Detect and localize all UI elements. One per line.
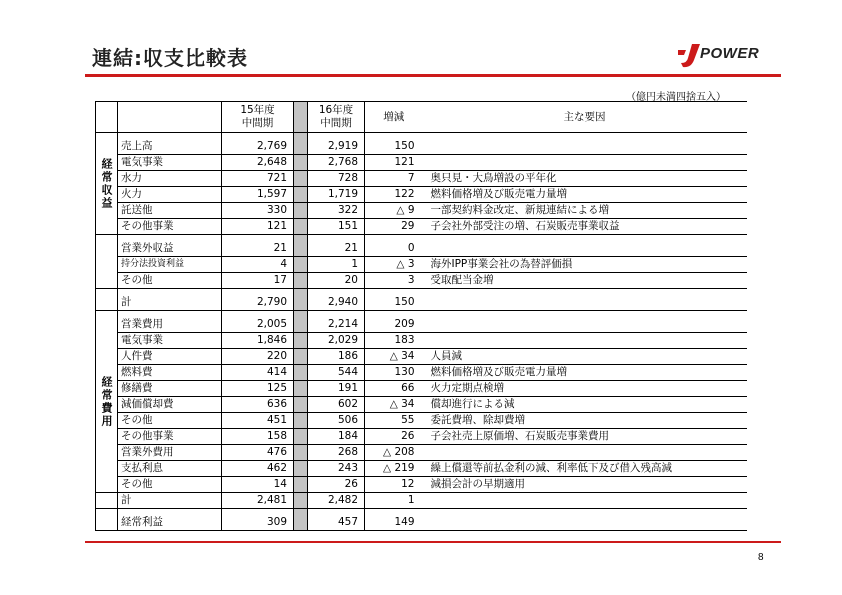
row-reason — [423, 295, 747, 311]
row-reason: 一部契約料金改定、新規連結による増 — [423, 203, 747, 219]
table-row — [96, 317, 747, 333]
row-reason: 燃料価格増及び販売電力量増 — [423, 365, 747, 381]
value-diff: 29 — [365, 219, 423, 235]
value-15: 1,846 — [222, 333, 294, 349]
value-16: 186 — [308, 349, 365, 365]
value-diff: 209 — [365, 317, 423, 333]
value-15: 2,790 — [222, 295, 294, 311]
value-15: 309 — [222, 515, 294, 531]
column-gap — [294, 333, 308, 349]
j-mark-icon — [678, 42, 702, 70]
row-reason: 減損会計の早期適用 — [423, 477, 747, 493]
value-16: 602 — [308, 397, 365, 413]
value-16: 544 — [308, 365, 365, 381]
row-item-label: その他 — [118, 413, 222, 429]
row-reason: 受取配当金増 — [423, 273, 747, 289]
row-item-label: その他 — [118, 477, 222, 493]
value-diff: 122 — [365, 187, 423, 203]
column-gap — [294, 445, 308, 461]
row-reason — [423, 445, 747, 461]
value-15: 2,005 — [222, 317, 294, 333]
row-reason — [423, 493, 747, 509]
value-15: 4 — [222, 257, 294, 273]
row-item-label: 減価償却費 — [118, 397, 222, 413]
value-15: 636 — [222, 397, 294, 413]
value-diff: 183 — [365, 333, 423, 349]
header-reason: 主な要因 — [423, 102, 747, 133]
row-item-label: 人件費 — [118, 349, 222, 365]
value-diff: 149 — [365, 515, 423, 531]
value-16: 1 — [308, 257, 365, 273]
table-row — [96, 445, 747, 461]
value-15: 330 — [222, 203, 294, 219]
unit-note: （億円未満四捨五入） — [626, 92, 726, 103]
value-15: 451 — [222, 413, 294, 429]
row-item-label: その他 — [118, 273, 222, 289]
row-item-label: 火力 — [118, 187, 222, 203]
value-15: 414 — [222, 365, 294, 381]
header-diff: 増減 — [365, 102, 423, 133]
value-diff: 55 — [365, 413, 423, 429]
row-item-label: 経常利益 — [118, 515, 222, 531]
value-15: 2,648 — [222, 155, 294, 171]
table-row — [96, 349, 747, 365]
table-row — [96, 241, 747, 257]
value-15: 476 — [222, 445, 294, 461]
column-gap — [294, 139, 308, 155]
value-diff: 1 — [365, 493, 423, 509]
table-row — [96, 219, 747, 235]
value-diff: △ 34 — [365, 349, 423, 365]
row-item-label: 計 — [118, 493, 222, 509]
row-reason — [423, 317, 747, 333]
row-reason: 人員減 — [423, 349, 747, 365]
row-reason — [423, 515, 747, 531]
value-diff: 12 — [365, 477, 423, 493]
value-diff: 150 — [365, 139, 423, 155]
value-15: 462 — [222, 461, 294, 477]
value-15: 220 — [222, 349, 294, 365]
column-gap — [294, 381, 308, 397]
row-item-label: 電気事業 — [118, 333, 222, 349]
column-gap — [294, 413, 308, 429]
row-item-label: 持分法投資利益 — [118, 257, 222, 273]
header-16-interim: 16年度 中間期 — [308, 102, 365, 133]
table-row — [96, 365, 747, 381]
brand-name: POWER — [700, 45, 760, 62]
row-reason — [423, 155, 747, 171]
column-gap — [294, 203, 308, 219]
value-15: 125 — [222, 381, 294, 397]
value-16: 2,919 — [308, 139, 365, 155]
page-title: 連結:収支比較表 — [92, 46, 248, 70]
row-item-label: その他事業 — [118, 429, 222, 445]
income-comparison-table — [95, 101, 747, 531]
value-16: 322 — [308, 203, 365, 219]
row-item-label: 託送他 — [118, 203, 222, 219]
table-row — [96, 155, 747, 171]
row-item-label: 営業外費用 — [118, 445, 222, 461]
row-reason — [423, 139, 747, 155]
table-row — [96, 397, 747, 413]
value-16: 26 — [308, 477, 365, 493]
value-16: 2,029 — [308, 333, 365, 349]
value-16: 21 — [308, 241, 365, 257]
row-item-label: 電気事業 — [118, 155, 222, 171]
column-gap — [294, 273, 308, 289]
header-rule — [85, 74, 781, 77]
row-item-label: 水力 — [118, 171, 222, 187]
column-gap — [294, 171, 308, 187]
value-diff: △ 208 — [365, 445, 423, 461]
value-16: 268 — [308, 445, 365, 461]
value-diff: 7 — [365, 171, 423, 187]
value-diff: △ 34 — [365, 397, 423, 413]
row-reason: 海外IPP事業会社の為替評価損 — [423, 257, 747, 273]
row-reason: 子会社外部受注の増、石炭販売事業収益 — [423, 219, 747, 235]
column-gap — [294, 241, 308, 257]
column-gap — [294, 155, 308, 171]
value-15: 14 — [222, 477, 294, 493]
column-gap — [294, 429, 308, 445]
column-gap — [294, 317, 308, 333]
value-15: 1,597 — [222, 187, 294, 203]
value-16: 184 — [308, 429, 365, 445]
row-reason: 繰上償還等前払金利の減、利率低下及び借入残高減 — [423, 461, 747, 477]
table-row — [96, 413, 747, 429]
value-diff: 3 — [365, 273, 423, 289]
value-16: 2,768 — [308, 155, 365, 171]
value-16: 2,482 — [308, 493, 365, 509]
table-row — [96, 477, 747, 493]
value-15: 2,481 — [222, 493, 294, 509]
value-diff: 0 — [365, 241, 423, 257]
table-row — [96, 257, 747, 273]
value-diff: 66 — [365, 381, 423, 397]
table-row — [96, 203, 747, 219]
table-row — [96, 273, 747, 289]
table-row — [96, 295, 747, 311]
table-row — [96, 381, 747, 397]
row-reason: 燃料価格増及び販売電力量増 — [423, 187, 747, 203]
row-item-label: その他事業 — [118, 219, 222, 235]
value-16: 1,719 — [308, 187, 365, 203]
row-reason: 火力定期点検増 — [423, 381, 747, 397]
row-item-label: 売上高 — [118, 139, 222, 155]
row-reason: 償却進行による減 — [423, 397, 747, 413]
header-row — [96, 102, 747, 133]
row-item-label: 営業外収益 — [118, 241, 222, 257]
header-15-interim: 15年度 中間期 — [222, 102, 294, 133]
table-row — [96, 171, 747, 187]
table-row — [96, 429, 747, 445]
column-gap — [294, 187, 308, 203]
column-gap — [294, 397, 308, 413]
table-row — [96, 515, 747, 531]
value-15: 2,769 — [222, 139, 294, 155]
value-diff: △ 9 — [365, 203, 423, 219]
row-reason — [423, 333, 747, 349]
row-item-label: 支払利息 — [118, 461, 222, 477]
power-logo — [678, 42, 778, 70]
value-16: 457 — [308, 515, 365, 531]
table-row — [96, 461, 747, 477]
value-16: 2,940 — [308, 295, 365, 311]
table-body — [96, 102, 747, 531]
column-gap — [294, 365, 308, 381]
value-15: 121 — [222, 219, 294, 235]
value-16: 243 — [308, 461, 365, 477]
value-15: 21 — [222, 241, 294, 257]
table-row — [96, 187, 747, 203]
row-reason — [423, 241, 747, 257]
column-gap — [294, 515, 308, 531]
value-diff: △ 219 — [365, 461, 423, 477]
value-16: 151 — [308, 219, 365, 235]
column-gap — [294, 219, 308, 235]
column-gap — [294, 461, 308, 477]
table-row — [96, 493, 747, 509]
column-gap — [294, 257, 308, 273]
table-row — [96, 333, 747, 349]
value-diff: △ 3 — [365, 257, 423, 273]
value-15: 17 — [222, 273, 294, 289]
row-reason: 委託費増、除却費増 — [423, 413, 747, 429]
row-reason: 奥只見・大鳥増設の平年化 — [423, 171, 747, 187]
value-16: 728 — [308, 171, 365, 187]
row-item-label: 燃料費 — [118, 365, 222, 381]
column-gap — [294, 295, 308, 311]
value-diff: 130 — [365, 365, 423, 381]
column-gap — [294, 349, 308, 365]
row-reason: 子会社売上原価増、石炭販売事業費用 — [423, 429, 747, 445]
footer-rule — [85, 541, 781, 543]
row-item-label: 修繕費 — [118, 381, 222, 397]
row-item-label: 計 — [118, 295, 222, 311]
page-number: 8 — [758, 552, 764, 563]
column-gap — [294, 477, 308, 493]
value-16: 506 — [308, 413, 365, 429]
value-16: 191 — [308, 381, 365, 397]
value-diff: 150 — [365, 295, 423, 311]
value-diff: 121 — [365, 155, 423, 171]
column-gap — [294, 493, 308, 509]
section-label-revenue: 経常収益 — [96, 139, 118, 235]
value-diff: 26 — [365, 429, 423, 445]
value-15: 721 — [222, 171, 294, 187]
value-16: 20 — [308, 273, 365, 289]
row-item-label: 営業費用 — [118, 317, 222, 333]
table-row — [96, 139, 747, 155]
section-label-expense: 経常費用 — [96, 317, 118, 493]
value-16: 2,214 — [308, 317, 365, 333]
value-15: 158 — [222, 429, 294, 445]
